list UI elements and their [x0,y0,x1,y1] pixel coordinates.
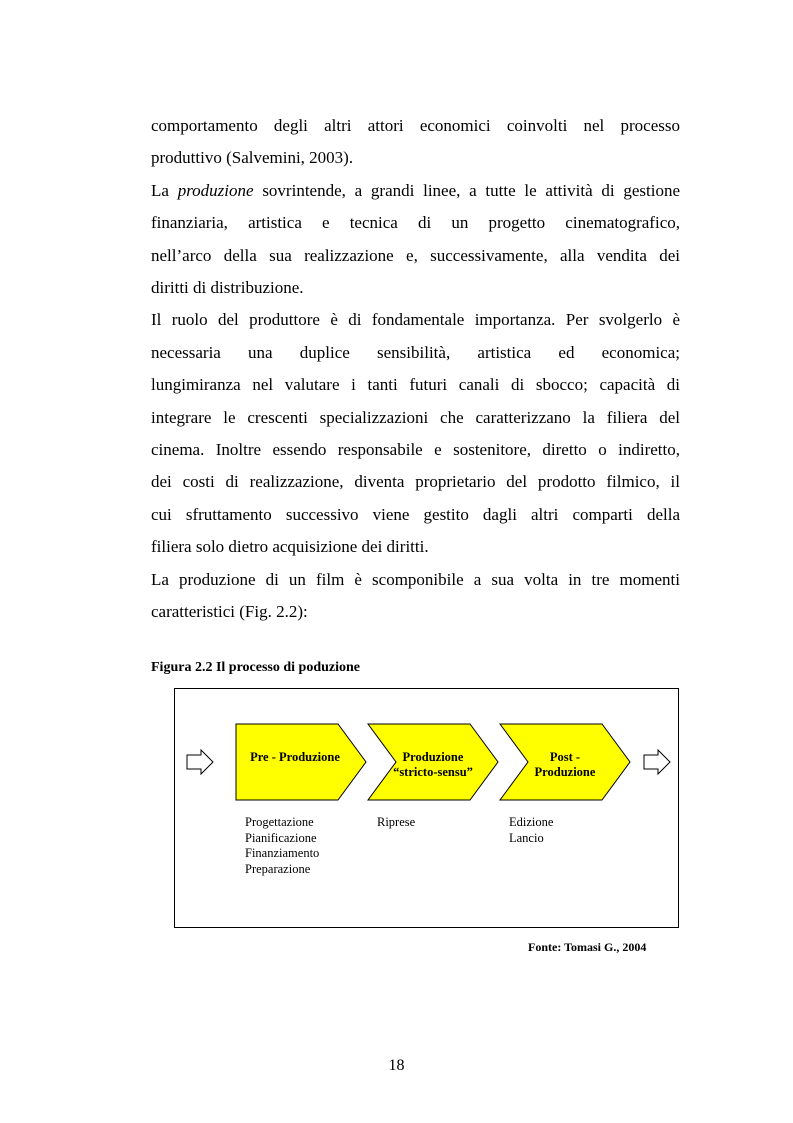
activity-item: Lancio [509,830,544,845]
text-line: filiera solo dietro acquisizione dei diritti. [151,537,429,557]
figure-caption: Figura 2.2 Il processo di poduzione [151,660,360,675]
step-label-line: Pre - Produzione [250,750,340,764]
text-line: cui sfruttamento successivo viene gestito dagli altri comparti della [151,504,680,524]
input-arrow-icon [187,750,213,774]
step-label-line: “stricto-sensu” [393,765,473,779]
activity-item: Finanziamento [245,846,320,860]
text-line: La produzione di un film è scomponibile a sua volta in tre momenti [151,569,680,589]
process-diagram [175,689,680,929]
page-number: 18 [388,1057,405,1074]
activity-list-post-produzione [509,815,553,846]
text-line: caratteristici (Fig. 2.2): [151,601,308,621]
text-line: comportamento degli altri attori economici coinvolti nel processo [151,116,680,135]
step-label-post-produzione [512,750,618,780]
output-arrow-icon [644,750,670,774]
activity-item: Riprese [377,815,416,829]
paragraph-4 [151,564,680,629]
figure-frame [174,688,679,928]
text-line: diritti di distribuzione. [151,277,304,297]
paragraph-3 [151,304,680,563]
text-line: finanziaria, artistica e tecnica di un progetto cinematografico, [151,213,680,233]
text-line: produttivo (Salvemini, 2003). [151,148,354,168]
activity-item: Preparazione [245,861,311,876]
step-label-line: Produzione [402,750,464,764]
text-line: Il ruolo del produttore è di fondamentale importanza. Per svolgerlo è [151,310,680,330]
step-label-line: Post - [549,750,581,764]
text-line: integrare le crescenti specializzazioni che caratterizzano la filiera del [151,407,680,427]
activity-list-produzione [377,815,415,831]
text-line: lungimiranza nel valutare i tanti futuri canali di sbocco; capacità di [151,375,680,395]
figure-source: Fonte: Tomasi G., 2004 [528,940,647,954]
text-line [151,175,680,207]
step-label-pre-produzione [236,750,354,765]
text-line: necessaria una duplice sensibilità, artistica ed economica; [151,342,680,362]
text-fragment: sovrintende, a grandi linee, a tutte le attività di gestione [253,180,680,200]
text-line: dei costi di realizzazione, diventa proprietario del prodotto filmico, il [151,472,680,492]
step-label-produzione [380,750,486,780]
text-line: nell’arco della sua realizzazione e, successivamente, alla vendita dei [151,245,680,265]
text-fragment: La [151,180,178,200]
activity-list-pre-produzione [245,815,319,877]
activity-item: Edizione [509,815,554,829]
activity-item: Pianificazione [245,830,317,845]
italic-term: produzione [177,180,254,200]
paragraph-2 [151,175,680,305]
activity-item: Progettazione [245,815,314,829]
text-line: cinema. Inoltre essendo responsabile e sostenitore, diretto o indiretto, [151,439,680,459]
step-label-line: Produzione [534,765,596,779]
paragraph-1 [151,110,680,175]
